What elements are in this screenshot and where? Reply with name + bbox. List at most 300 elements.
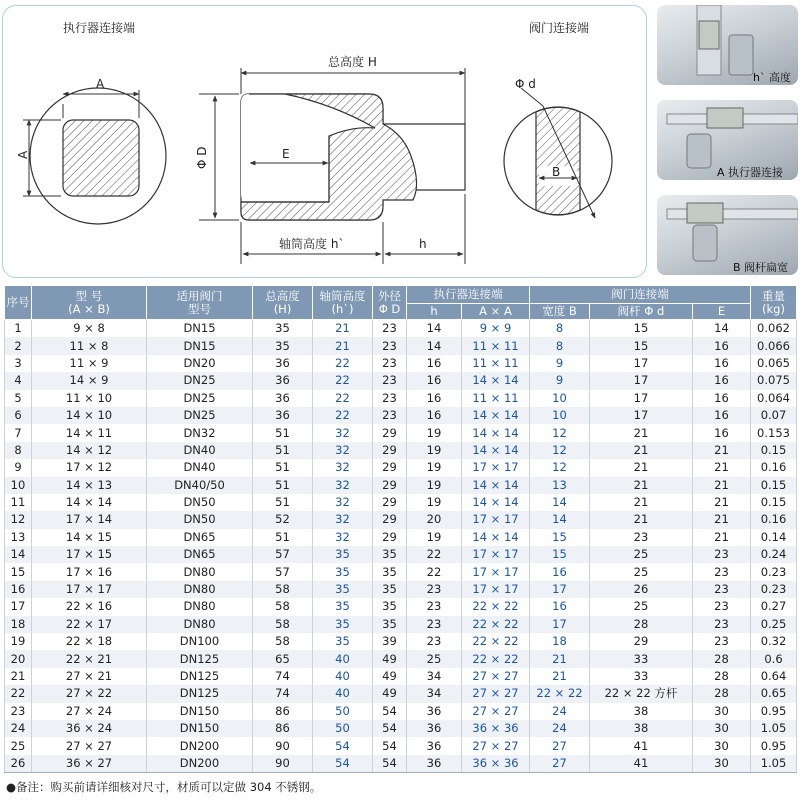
- cell-outer-diameter: 35: [373, 563, 407, 580]
- cell-valve-model: DN65: [147, 529, 253, 546]
- cell-e: 28: [693, 685, 751, 702]
- cell-axa: 14 × 14: [462, 442, 530, 459]
- cell-seq: 21: [5, 668, 32, 685]
- cell-width-b: 17: [530, 581, 590, 598]
- cell-outer-diameter: 49: [373, 668, 407, 685]
- cell-e: 21: [693, 511, 751, 528]
- cell-weight: 0.066: [751, 337, 797, 354]
- cell-model: 17 × 14: [32, 511, 147, 528]
- cell-stem-d: 21: [590, 477, 693, 494]
- table-row: [5, 529, 797, 546]
- cell-shaft-height: 22: [313, 407, 373, 424]
- cell-outer-diameter: 23: [373, 407, 407, 424]
- cell-axa: 22 × 22: [462, 633, 530, 650]
- cell-valve-model: DN150: [147, 720, 253, 737]
- cell-outer-diameter: 54: [373, 737, 407, 754]
- cell-outer-diameter: 35: [373, 546, 407, 563]
- table-row: [5, 372, 797, 389]
- cell-shaft-height: 22: [313, 355, 373, 372]
- cell-stem-d: 21: [590, 459, 693, 476]
- table-row: [5, 668, 797, 685]
- cell-shaft-height: 35: [313, 598, 373, 615]
- cell-total-height: 58: [253, 581, 313, 598]
- cell-width-b: 10: [530, 390, 590, 407]
- cell-shaft-height: 32: [313, 459, 373, 476]
- cell-stem-d: 25: [590, 546, 693, 563]
- cell-model: 22 × 18: [32, 633, 147, 650]
- cell-weight: 0.15: [751, 494, 797, 511]
- header-model: 型 号 (A × B): [32, 286, 147, 320]
- cell-stem-d: 41: [590, 737, 693, 754]
- cell-h: 34: [407, 668, 462, 685]
- cell-axa: 14 × 14: [462, 407, 530, 424]
- cell-e: 16: [693, 337, 751, 354]
- cell-weight: 0.065: [751, 355, 797, 372]
- actuator-end-title: 执行器连接端: [63, 21, 136, 35]
- cell-e: 14: [693, 320, 751, 338]
- cell-valve-model: DN20: [147, 355, 253, 372]
- cell-total-height: 58: [253, 616, 313, 633]
- cell-seq: 19: [5, 633, 32, 650]
- cell-e: 28: [693, 668, 751, 685]
- cell-shaft-height: 32: [313, 477, 373, 494]
- cell-valve-model: DN125: [147, 668, 253, 685]
- cell-outer-diameter: 29: [373, 442, 407, 459]
- cell-weight: 0.27: [751, 598, 797, 615]
- cell-stem-d: 15: [590, 337, 693, 354]
- table-row: [5, 616, 797, 633]
- cell-axa: 17 × 17: [462, 459, 530, 476]
- cell-valve-model: DN40: [147, 459, 253, 476]
- cell-axa: 17 × 17: [462, 563, 530, 580]
- cell-width-b: 10: [530, 407, 590, 424]
- cell-weight: 0.15: [751, 477, 797, 494]
- cell-e: 30: [693, 720, 751, 737]
- table-row: [5, 633, 797, 650]
- cell-h: 36: [407, 737, 462, 754]
- cell-axa: 17 × 17: [462, 511, 530, 528]
- cell-axa: 27 × 27: [462, 703, 530, 720]
- technical-drawing-panel: [2, 5, 647, 278]
- cell-total-height: 57: [253, 563, 313, 580]
- cell-seq: 15: [5, 563, 32, 580]
- table-row: [5, 685, 797, 702]
- cell-outer-diameter: 35: [373, 581, 407, 598]
- cell-weight: 0.65: [751, 685, 797, 702]
- cell-weight: 1.05: [751, 755, 797, 773]
- cell-seq: 4: [5, 372, 32, 389]
- label-a-top: A: [96, 77, 105, 91]
- photo-caption-stem: B 阀杆扁宽: [733, 261, 789, 274]
- cell-width-b: 21: [530, 668, 590, 685]
- cell-total-height: 58: [253, 598, 313, 615]
- table-row: [5, 755, 797, 773]
- cell-valve-model: DN80: [147, 581, 253, 598]
- cell-stem-d: 33: [590, 650, 693, 667]
- cell-model: 11 × 9: [32, 355, 147, 372]
- valve-end-view: [504, 77, 612, 218]
- cell-total-height: 35: [253, 337, 313, 354]
- cell-weight: 0.23: [751, 581, 797, 598]
- cell-shaft-height: 40: [313, 685, 373, 702]
- cell-e: 23: [693, 581, 751, 598]
- cell-weight: 0.07: [751, 407, 797, 424]
- header-e: E: [693, 304, 751, 320]
- cell-shaft-height: 50: [313, 720, 373, 737]
- table-row: [5, 720, 797, 737]
- table-row: [5, 477, 797, 494]
- cell-total-height: 51: [253, 442, 313, 459]
- cell-h: 23: [407, 581, 462, 598]
- table-row: [5, 546, 797, 563]
- cell-axa: 11 × 11: [462, 390, 530, 407]
- cell-h: 25: [407, 650, 462, 667]
- cell-shaft-height: 32: [313, 511, 373, 528]
- cell-total-height: 36: [253, 407, 313, 424]
- cell-shaft-height: 50: [313, 703, 373, 720]
- cell-total-height: 86: [253, 720, 313, 737]
- cell-valve-model: DN25: [147, 407, 253, 424]
- cell-shaft-height: 54: [313, 755, 373, 773]
- header-axa: A × A: [462, 304, 530, 320]
- cell-valve-model: DN200: [147, 755, 253, 773]
- label-h: h: [419, 237, 427, 251]
- cell-valve-model: DN80: [147, 598, 253, 615]
- cell-width-b: 16: [530, 563, 590, 580]
- label-b: B: [552, 165, 561, 179]
- table-row: [5, 494, 797, 511]
- header-seq: 序号: [5, 286, 32, 320]
- cell-model: 14 × 15: [32, 529, 147, 546]
- cell-total-height: 52: [253, 511, 313, 528]
- cell-total-height: 86: [253, 703, 313, 720]
- header-valve-group: 阀门连接端: [530, 286, 751, 304]
- cell-model: 22 × 16: [32, 598, 147, 615]
- photo-caption-height: h` 高度: [753, 71, 791, 84]
- cell-width-b: 12: [530, 424, 590, 441]
- cell-width-b: 14: [530, 511, 590, 528]
- cell-outer-diameter: 29: [373, 529, 407, 546]
- specification-table: [4, 285, 797, 773]
- cell-stem-d: 22 × 22 方杆: [590, 685, 693, 702]
- cell-stem-d: 25: [590, 563, 693, 580]
- cell-total-height: 57: [253, 546, 313, 563]
- cell-weight: 0.16: [751, 459, 797, 476]
- cell-e: 16: [693, 424, 751, 441]
- cell-seq: 3: [5, 355, 32, 372]
- cell-shaft-height: 21: [313, 337, 373, 354]
- cell-model: 11 × 10: [32, 390, 147, 407]
- cell-width-b: 27: [530, 737, 590, 754]
- cell-weight: 1.05: [751, 720, 797, 737]
- cell-e: 16: [693, 390, 751, 407]
- cell-e: 21: [693, 494, 751, 511]
- cell-axa: 22 × 22: [462, 650, 530, 667]
- cell-outer-diameter: 29: [373, 459, 407, 476]
- cell-valve-model: DN150: [147, 703, 253, 720]
- cell-seq: 18: [5, 616, 32, 633]
- cell-shaft-height: 22: [313, 390, 373, 407]
- cell-shaft-height: 32: [313, 529, 373, 546]
- cell-width-b: 22 × 22: [530, 685, 590, 702]
- cell-width-b: 18: [530, 633, 590, 650]
- cell-e: 16: [693, 407, 751, 424]
- cell-seq: 23: [5, 703, 32, 720]
- footer-note: ●备注：购买前请详细核对尺寸，材质可以定做 304 不锈钢。: [6, 780, 322, 794]
- cell-h: 23: [407, 616, 462, 633]
- cell-shaft-height: 54: [313, 737, 373, 754]
- cell-seq: 1: [5, 320, 32, 338]
- cell-seq: 10: [5, 477, 32, 494]
- cell-h: 16: [407, 390, 462, 407]
- table-row: [5, 355, 797, 372]
- cell-axa: 27 × 27: [462, 685, 530, 702]
- cell-stem-d: 38: [590, 720, 693, 737]
- header-width-b: 宽度 B: [530, 304, 590, 320]
- cell-width-b: 13: [530, 477, 590, 494]
- cell-valve-model: DN25: [147, 372, 253, 389]
- cell-model: 22 × 17: [32, 616, 147, 633]
- cell-outer-diameter: 35: [373, 598, 407, 615]
- cell-outer-diameter: 23: [373, 390, 407, 407]
- cell-h: 36: [407, 755, 462, 773]
- valve-end-title: 阀门连接端: [529, 21, 590, 35]
- cell-outer-diameter: 49: [373, 685, 407, 702]
- photo-stem-measure: [657, 195, 798, 275]
- photo-height-measure: [657, 5, 798, 85]
- table-row: [5, 563, 797, 580]
- cell-shaft-height: 40: [313, 650, 373, 667]
- cell-weight: 0.24: [751, 546, 797, 563]
- cell-outer-diameter: 54: [373, 720, 407, 737]
- cell-width-b: 12: [530, 459, 590, 476]
- cell-stem-d: 17: [590, 407, 693, 424]
- cell-valve-model: DN80: [147, 616, 253, 633]
- cell-model: 27 × 21: [32, 668, 147, 685]
- cell-seq: 9: [5, 459, 32, 476]
- cell-total-height: 90: [253, 737, 313, 754]
- cell-shaft-height: 32: [313, 442, 373, 459]
- cell-e: 23: [693, 546, 751, 563]
- cell-width-b: 15: [530, 529, 590, 546]
- cell-valve-model: DN50: [147, 494, 253, 511]
- cell-total-height: 35: [253, 320, 313, 338]
- cell-weight: 0.6: [751, 650, 797, 667]
- cell-e: 23: [693, 633, 751, 650]
- cell-valve-model: DN125: [147, 685, 253, 702]
- cell-shaft-height: 35: [313, 546, 373, 563]
- cell-shaft-height: 22: [313, 372, 373, 389]
- cell-h: 23: [407, 633, 462, 650]
- table-row: [5, 650, 797, 667]
- cell-e: 23: [693, 563, 751, 580]
- cell-outer-diameter: 29: [373, 424, 407, 441]
- cell-total-height: 51: [253, 459, 313, 476]
- cell-seq: 8: [5, 442, 32, 459]
- cell-model: 9 × 8: [32, 320, 147, 338]
- cell-model: 27 × 24: [32, 703, 147, 720]
- cell-h: 23: [407, 598, 462, 615]
- cell-weight: 0.95: [751, 703, 797, 720]
- cell-width-b: 24: [530, 703, 590, 720]
- cell-weight: 0.14: [751, 529, 797, 546]
- cell-valve-model: DN200: [147, 737, 253, 754]
- cell-width-b: 21: [530, 650, 590, 667]
- cell-axa: 9 × 9: [462, 320, 530, 338]
- cell-outer-diameter: 23: [373, 355, 407, 372]
- table-row: [5, 390, 797, 407]
- cell-h: 16: [407, 372, 462, 389]
- cell-outer-diameter: 23: [373, 320, 407, 338]
- cell-axa: 14 × 14: [462, 477, 530, 494]
- cell-h: 19: [407, 459, 462, 476]
- cell-stem-d: 29: [590, 633, 693, 650]
- cell-model: 14 × 13: [32, 477, 147, 494]
- cell-seq: 26: [5, 755, 32, 773]
- table-row: [5, 703, 797, 720]
- cell-seq: 2: [5, 337, 32, 354]
- cell-axa: 22 × 22: [462, 598, 530, 615]
- cell-h: 19: [407, 442, 462, 459]
- cell-valve-model: DN65: [147, 546, 253, 563]
- cell-h: 19: [407, 424, 462, 441]
- header-weight: 重量 (kg): [751, 286, 797, 320]
- cell-shaft-height: 35: [313, 633, 373, 650]
- cell-seq: 24: [5, 720, 32, 737]
- cell-width-b: 8: [530, 337, 590, 354]
- cell-valve-model: DN15: [147, 320, 253, 338]
- cell-stem-d: 21: [590, 511, 693, 528]
- cell-shaft-height: 40: [313, 668, 373, 685]
- cell-weight: 0.075: [751, 372, 797, 389]
- cell-outer-diameter: 54: [373, 703, 407, 720]
- cell-seq: 16: [5, 581, 32, 598]
- cell-weight: 0.16: [751, 511, 797, 528]
- cell-e: 30: [693, 737, 751, 754]
- cell-outer-diameter: 54: [373, 755, 407, 773]
- cell-model: 27 × 22: [32, 685, 147, 702]
- cell-valve-model: DN40/50: [147, 477, 253, 494]
- table-row: [5, 407, 797, 424]
- cell-stem-d: 15: [590, 320, 693, 338]
- cell-total-height: 36: [253, 355, 313, 372]
- cell-h: 22: [407, 546, 462, 563]
- cell-h: 16: [407, 355, 462, 372]
- cell-axa: 27 × 27: [462, 668, 530, 685]
- cell-width-b: 15: [530, 546, 590, 563]
- cell-weight: 0.15: [751, 442, 797, 459]
- cell-axa: 14 × 14: [462, 494, 530, 511]
- cell-weight: 0.95: [751, 737, 797, 754]
- header-shaft-height: 轴筒高度 (h`): [313, 286, 373, 320]
- cell-e: 30: [693, 755, 751, 773]
- cell-h: 19: [407, 529, 462, 546]
- label-shaft-height: 轴筒高度 h`: [279, 237, 345, 251]
- cell-width-b: 14: [530, 494, 590, 511]
- table-row: [5, 320, 797, 338]
- cell-model: 14 × 11: [32, 424, 147, 441]
- cell-total-height: 51: [253, 477, 313, 494]
- photo-caption-actuator: A 执行器连接: [717, 166, 784, 179]
- cell-outer-diameter: 29: [373, 477, 407, 494]
- cell-outer-diameter: 49: [373, 650, 407, 667]
- cell-axa: 14 × 14: [462, 529, 530, 546]
- cell-weight: 0.32: [751, 633, 797, 650]
- cell-seq: 6: [5, 407, 32, 424]
- cell-stem-d: 33: [590, 668, 693, 685]
- cell-valve-model: DN15: [147, 337, 253, 354]
- cell-total-height: 51: [253, 494, 313, 511]
- cell-shaft-height: 35: [313, 616, 373, 633]
- cell-model: 17 × 12: [32, 459, 147, 476]
- cell-total-height: 36: [253, 372, 313, 389]
- cell-shaft-height: 32: [313, 424, 373, 441]
- cell-total-height: 36: [253, 390, 313, 407]
- cell-outer-diameter: 35: [373, 616, 407, 633]
- cell-stem-d: 21: [590, 494, 693, 511]
- header-stem-d: 阀杆 Φ d: [590, 304, 693, 320]
- cell-e: 21: [693, 529, 751, 546]
- cell-seq: 22: [5, 685, 32, 702]
- cell-e: 23: [693, 616, 751, 633]
- cell-h: 34: [407, 685, 462, 702]
- cell-h: 14: [407, 320, 462, 338]
- cell-stem-d: 26: [590, 581, 693, 598]
- cell-model: 11 × 8: [32, 337, 147, 354]
- label-e: E: [282, 147, 290, 161]
- label-total-height: 总高度 H: [328, 55, 377, 69]
- cell-seq: 25: [5, 737, 32, 754]
- cell-width-b: 9: [530, 355, 590, 372]
- table-row: [5, 511, 797, 528]
- cell-weight: 0.64: [751, 668, 797, 685]
- cell-seq: 11: [5, 494, 32, 511]
- cell-model: 36 × 27: [32, 755, 147, 773]
- cell-total-height: 90: [253, 755, 313, 773]
- cell-h: 19: [407, 477, 462, 494]
- cell-seq: 13: [5, 529, 32, 546]
- cell-weight: 0.153: [751, 424, 797, 441]
- side-section-view: [195, 54, 465, 264]
- cell-axa: 22 × 22: [462, 616, 530, 633]
- cell-h: 36: [407, 720, 462, 737]
- cell-stem-d: 28: [590, 616, 693, 633]
- cell-axa: 14 × 14: [462, 424, 530, 441]
- cell-model: 17 × 16: [32, 563, 147, 580]
- cell-model: 36 × 24: [32, 720, 147, 737]
- cell-total-height: 74: [253, 668, 313, 685]
- cell-total-height: 58: [253, 633, 313, 650]
- cell-stem-d: 41: [590, 755, 693, 773]
- cell-model: 22 × 21: [32, 650, 147, 667]
- cell-axa: 11 × 11: [462, 337, 530, 354]
- cell-seq: 20: [5, 650, 32, 667]
- cell-total-height: 74: [253, 685, 313, 702]
- cell-valve-model: DN32: [147, 424, 253, 441]
- cell-h: 36: [407, 703, 462, 720]
- cell-outer-diameter: 29: [373, 511, 407, 528]
- cell-outer-diameter: 39: [373, 633, 407, 650]
- cell-model: 14 × 12: [32, 442, 147, 459]
- actuator-end-view: [16, 77, 166, 224]
- cell-h: 19: [407, 494, 462, 511]
- label-phi-d-stem: Φ d: [515, 77, 536, 91]
- cell-stem-d: 21: [590, 424, 693, 441]
- cell-stem-d: 38: [590, 703, 693, 720]
- table-row: [5, 598, 797, 615]
- cell-width-b: 8: [530, 320, 590, 338]
- cell-weight: 0.23: [751, 563, 797, 580]
